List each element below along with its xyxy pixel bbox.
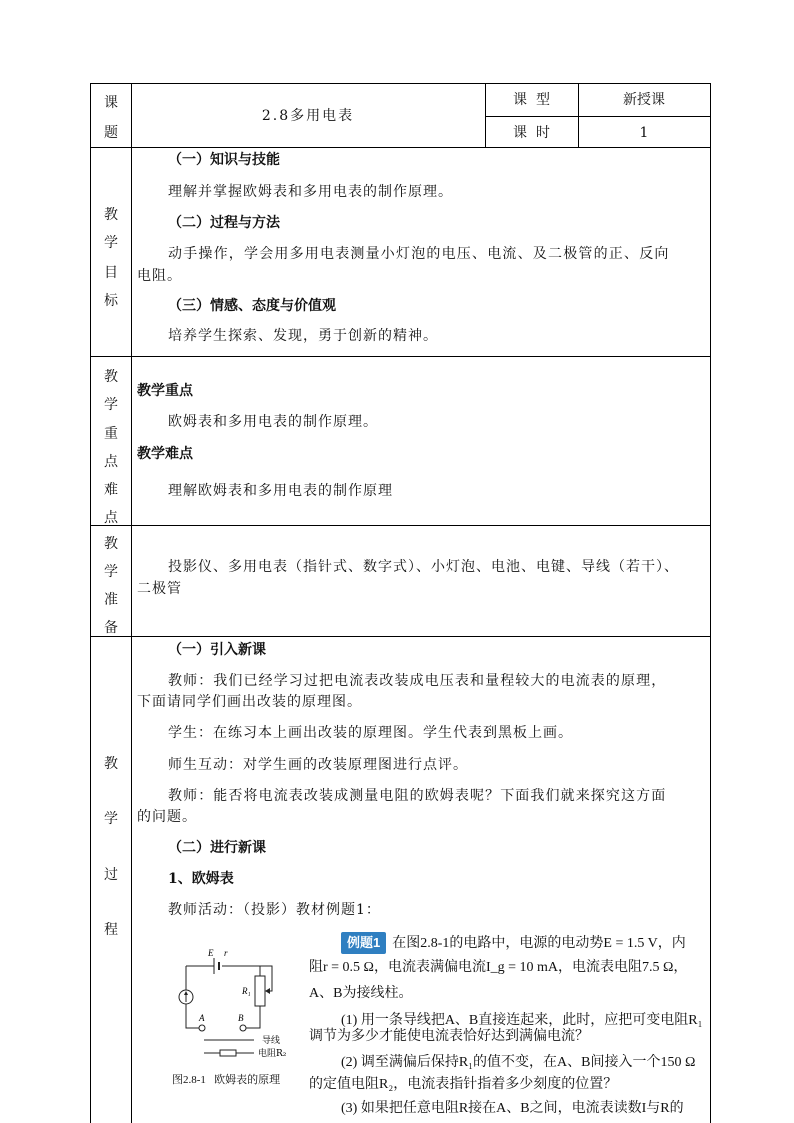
process-teacher-2b: 的问题。: [137, 809, 197, 825]
preparation-side-2: 学: [104, 564, 118, 580]
process-side-1: 教: [104, 756, 118, 772]
preparation-bottom-border: [90, 636, 711, 637]
process-teacher-1b: 下面请同学们画出改装的原理图。: [137, 694, 362, 710]
process-heading-new: （二）进行新课: [168, 840, 266, 856]
objectives-text-process-2: 电阻。: [137, 268, 182, 284]
process-student: 学生：在练习本上画出改装的原理图。学生代表到黑板上画。: [168, 725, 573, 741]
keypoints-side-5: 难: [104, 482, 118, 498]
figure-caption: 图2.8-1 欧姆表的原理: [172, 1074, 281, 1086]
table-right-border: [710, 83, 711, 1123]
process-teacher-1a: 教师：我们已经学习过把电流表改装成电压表和量程较大的电流表的原理，: [168, 673, 667, 689]
table-top-border: [90, 83, 711, 84]
lesson-type-label: 课 型: [513, 92, 550, 108]
preparation-side-4: 备: [104, 620, 118, 636]
keypoints-bottom-border: [90, 525, 711, 526]
resistor-slider-arrow: [260, 966, 272, 991]
header-mid-divider: [485, 116, 711, 117]
example-line-1: [341, 932, 686, 954]
preparation-side-1: 教: [104, 536, 118, 552]
objectives-text-process-1: 动手操作，学会用多用电表测量小灯泡的电压、电流、及二极管的正、反向: [168, 246, 670, 262]
example-line-5: 调节为多少才能使电流表恰好达到满偏电流？: [309, 1029, 589, 1044]
header-label-ti: 题: [104, 125, 118, 141]
keypoints-side-6: 点: [104, 510, 118, 526]
keypoints-text-difficulty: 理解欧姆表和多用电表的制作原理: [168, 483, 393, 499]
keypoints-side-1: 教: [104, 369, 118, 385]
header-label-ke: 课: [104, 95, 118, 111]
resistor-slider-arrowhead: [265, 988, 270, 994]
lesson-hours-label: 课 时: [513, 125, 550, 141]
example-line-4: (1) 用一条导线把A、B直接连起来，此时，应把可变电阻R₁: [341, 1013, 703, 1028]
side-column-divider: [131, 83, 132, 1123]
terminal-b: [240, 1025, 246, 1031]
preparation-text-2: 二极管: [137, 581, 182, 597]
objectives-text-attitude: 培养学生探索、发现，勇于创新的精神。: [168, 328, 438, 344]
terminal-a: [199, 1025, 205, 1031]
example-line-1-text: 在图2.8-1的电路中，电源的电动势E = 1.5 V，内: [392, 936, 686, 951]
label-r1: R₁: [242, 986, 251, 996]
process-side-4: 程: [104, 922, 118, 938]
objectives-heading-attitude: （三）情感、态度与价值观: [168, 298, 336, 314]
preparation-text-1: 投影仪、多用电表（指针式、数字式）、小灯泡、电池、电键、导线（若干）、: [168, 559, 679, 575]
legend-r2-label: 电阻R₂: [258, 1049, 287, 1059]
process-side-3: 过: [104, 867, 118, 883]
objectives-bottom-border: [90, 356, 711, 357]
process-interaction: 师生互动：对学生画的改装原理图进行点评。: [168, 757, 468, 773]
legend-resistor-box: [220, 1050, 236, 1056]
label-b: B: [238, 1013, 244, 1023]
preparation-side-3: 准: [104, 592, 118, 608]
example-line-8: (3) 如果把任意电阻R接在A、B之间，电流表读数I与R的: [341, 1101, 684, 1116]
example-line-6: (2) 调至满偏后保持R₁的值不变，在A、B间接入一个150 Ω: [341, 1055, 696, 1070]
objectives-side-1: 教: [104, 207, 118, 223]
table-left-border: [90, 83, 91, 1123]
keypoints-side-4: 点: [104, 454, 118, 470]
example-line-7: 的定值电阻R₂，电流表指针指着多少刻度的位置？: [309, 1077, 618, 1092]
objectives-heading-knowledge: （一）知识与技能: [168, 152, 280, 168]
label-r: r: [224, 948, 228, 958]
process-teacher-2a: 教师：能否将电流表改装成测量电阻的欧姆表呢？下面我们就来探究这方面: [168, 788, 667, 804]
objectives-side-3: 目: [104, 265, 118, 281]
objectives-side-4: 标: [104, 293, 118, 309]
keypoints-side-3: 重: [104, 426, 118, 442]
process-heading-intro: （一）引入新课: [168, 642, 266, 658]
label-a: A: [199, 1013, 205, 1023]
circuit-wire: [186, 966, 260, 1028]
legend-wire-label: 导线: [262, 1036, 281, 1046]
example-line-2: 阻r = 0.5 Ω，电流表满偏电流I_g = 10 mA，电流表电阻7.5 Ω，: [309, 960, 688, 975]
process-side-2: 学: [104, 811, 118, 827]
keypoints-side-2: 学: [104, 397, 118, 413]
keypoints-heading-focus: 教学重点: [137, 383, 193, 399]
lesson-hours-value: 1: [639, 125, 649, 141]
header-bottom-border: [90, 147, 711, 148]
label-e: E: [208, 948, 214, 958]
objectives-side-2: 学: [104, 235, 118, 251]
objectives-text-knowledge: 理解并掌握欧姆表和多用电表的制作原理。: [168, 184, 453, 200]
process-teacher-activity: 教师活动：（投影）教材例题1：: [168, 902, 381, 918]
example-line-3: A、B为接线柱。: [309, 986, 413, 1001]
lesson-type-value: 新授课: [623, 92, 665, 108]
lesson-title: 2.8多用电表: [261, 108, 355, 124]
keypoints-text-focus: 欧姆表和多用电表的制作原理。: [168, 414, 378, 430]
example-badge: 例题1: [341, 932, 386, 954]
process-heading-ohmmeter: 1、欧姆表: [168, 871, 234, 887]
variable-resistor-r1: [255, 976, 265, 1006]
keypoints-heading-difficulty: 教学难点: [137, 446, 193, 462]
objectives-heading-process: （二）过程与方法: [168, 215, 280, 231]
